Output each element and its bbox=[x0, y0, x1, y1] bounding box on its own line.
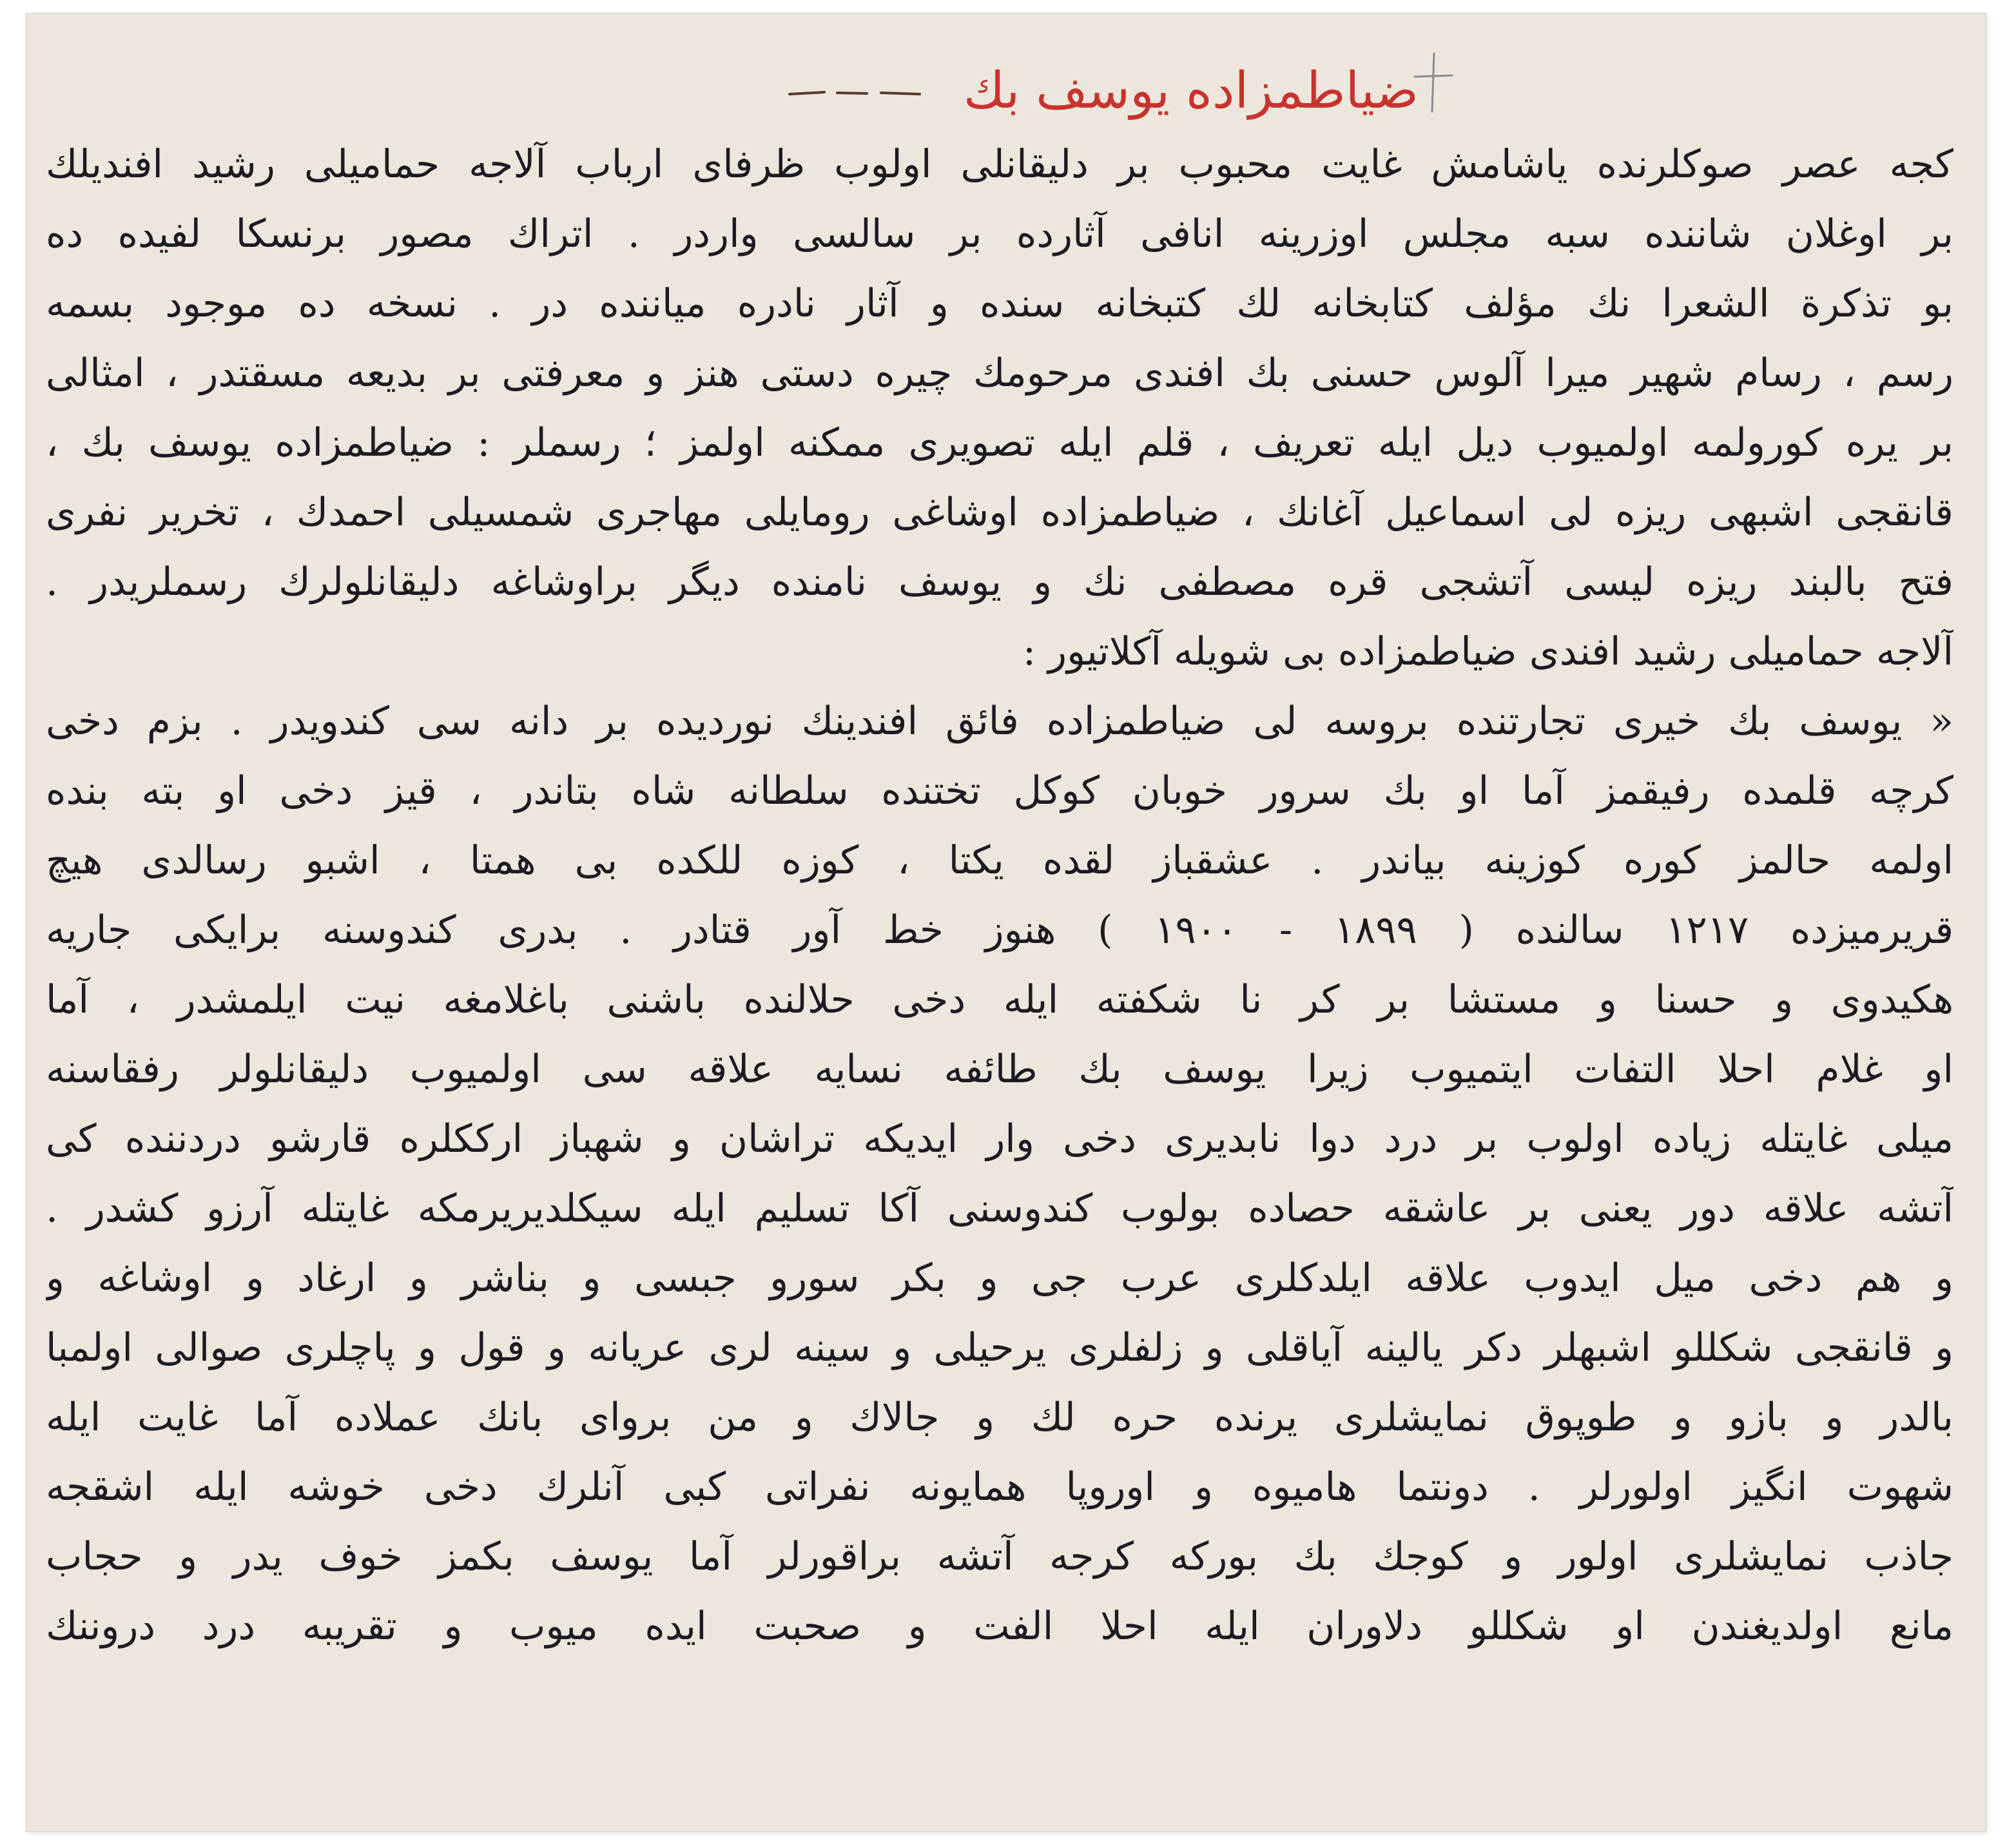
text-line: بو تذكرة الشعرا نك مؤلف كتابخانه لك كتبخانه سنده و آثار نادره میاننده در . نسخه ده موجود بسمه bbox=[46, 281, 1953, 326]
text-line: شهوت انگیز اولورلر . دونتما هامیوه و اوروپا همایونه نفراتی كبی آنلرك دخی خوشه ایله اشقجه bbox=[46, 1464, 1953, 1510]
text-line: او غلام احلا التفات ایتمیوب زیرا یوسف بك طائفه نسایه علاقه سی اولمیوب دلیقانلولر رفقاسنه bbox=[46, 1047, 1953, 1092]
text-line: و هم دخی میل ایدوب علاقه ایلدكلری عرب جی و بكر سورو جبسی و بناشر و ارغاد و اوشاغه و bbox=[46, 1256, 1953, 1301]
text-line: قانقجی اشبهی ریزه لی اسماعیل آغانك ، ضیاطمزاده اوشاغی رومایلی مهاجری شمسیلی احمدك ، تخریر نفری bbox=[46, 490, 1953, 535]
text-line: آلاجه حمامیلی رشید افندی ضیاطمزاده بی شویله آكلاتیور : bbox=[1022, 629, 1953, 674]
text-line: میلی غایتله زیاده اولوب بر درد دوا نابدیری دخی وار ایدیكه تراشان و شهباز ارككلره قارشو دردننده كی bbox=[46, 1116, 1953, 1162]
page-title: ضیاطمزاده یوسف بك bbox=[963, 62, 1419, 120]
title-dashes bbox=[787, 87, 922, 100]
text-line: و قانقجی شكللو اشبهلر دكر یالینه آیاقلی و زلفلری یرحیلی و سینه لری عریانه و قول و پاچلری صوالی اولمبا bbox=[46, 1325, 1953, 1370]
text-line: بر یره كورولمه اولمیوب دیل ایله تعریف ، قلم ایله تصویری ممكنه اولمز ؛ رسملر : ضیاطمزاده یوسف بك ، bbox=[46, 420, 1953, 465]
text-line: فتح بالبند ریزه لیسی آتشجی قره مصطفی نك و یوسف نامنده دیگر براوشاغه دلیقانلولرك رسملریدر . bbox=[46, 559, 1953, 605]
text-line: آتشه علاقه دور یعنی بر عاشقه حصاده بولوب كندوسنی آكا تسلیم ایله سیكلدیریرمكه غایتله آرزو كشدر . bbox=[46, 1186, 1953, 1231]
text-line: رسم ، رسام شهیر میرا آلوس حسنی بك افندی مرحومك چیره دستی هنز و معرفتی بر بدیعه مسقتدر ، امثالی bbox=[46, 351, 1953, 396]
title-row bbox=[787, 52, 1419, 130]
text-line: بالدر و بازو و طوپوق نمایشلری یرنده حره لك و جالاك و من بروای بانك عملاده آما غایت ایله bbox=[46, 1395, 1953, 1440]
manuscript-page bbox=[26, 13, 1986, 1832]
text-line: هكیدوی و حسنا و مستشا بر كر نا شكفته ایله دخی حلالنده باشنی باغلامغه نیت ایلمشدر ، آما bbox=[46, 977, 1953, 1022]
text-line: « یوسف بك خیری تجارتنده بروسه لی ضیاطمزاده فائق افندینك نوردیده بر دانه سی كندویدر . بزم دخی bbox=[46, 699, 1953, 744]
text-line: اولمه حالمز كوره كوزینه بیاندر . عشقباز لقده یكتا ، كوزه للكده بی همتا ، اشبو رسالدی هیچ bbox=[46, 838, 1953, 883]
text-line: جاذب نمایشلری اولور و كوجك بك بوركه كرجه آتشه براقورلر آما یوسف بكمز خوف یدر و حجاب bbox=[46, 1534, 1953, 1579]
text-line: كرچه قلمده رفیقمز آما او بك سرور خوبان كوكل تختنده سلطانه شاه بتاندر ، قیز دخی او بته بنده bbox=[46, 768, 1953, 813]
text-line: كجه عصر صوكلرنده یاشامش غایت محبوب بر دلیقانلی اولوب ظرفای ارباب آلاجه حمامیلی رشید افندیلك bbox=[46, 142, 1953, 187]
body-text bbox=[46, 130, 1953, 1661]
text-line: مانع اولدیغندن او شكللو دلاوران ایله احلا الفت و صحبت ایده میوب و تقریبه درد دروننك bbox=[46, 1604, 1953, 1649]
text-line: قریرمیزده ١٢١٧ سالنده ( ١٨٩٩ - ١٩٠٠ ) هنوز خط آور قتادر . بدری كندوسنه برایكی جاریه bbox=[46, 908, 1953, 953]
text-line: بر اوغلان شاننده سبه مجلس اوزرینه انافی آثارده بر سالسی واردر . اتراك مصور برنسكا لفیده ده bbox=[46, 211, 1953, 257]
